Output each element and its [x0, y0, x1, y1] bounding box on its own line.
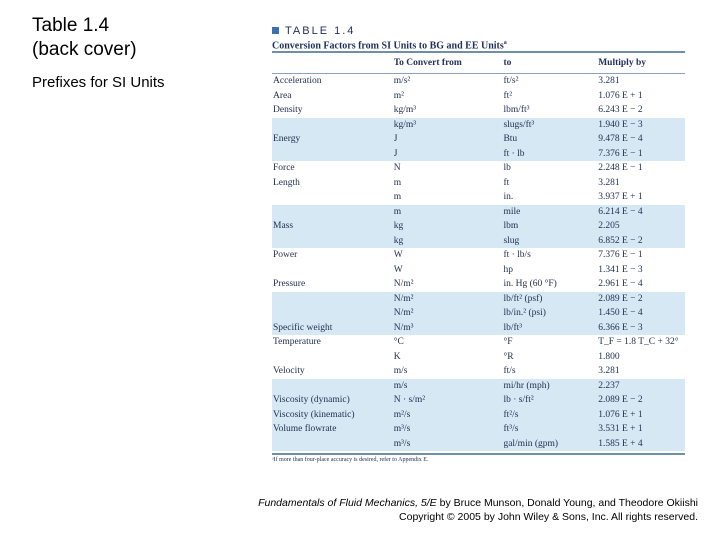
cell-multiply: 6.243 E − 2: [598, 105, 643, 115]
cell-to: lbm: [503, 221, 519, 231]
cell-quantity: [272, 263, 394, 278]
credit-copyright: Copyright © 2005 by John Wiley & Sons, Inc. All rights reserved.: [399, 511, 698, 523]
cell-from: m: [393, 177, 402, 188]
book-authors: by Bruce Munson, Donald Young, and Theodore Okiishi: [436, 497, 698, 509]
table-row: [272, 248, 685, 263]
conversion-table: [272, 24, 685, 463]
header-multiply: Multiply by: [598, 58, 646, 68]
table-row: [272, 190, 685, 205]
cell-quantity: Acceleration: [273, 76, 322, 86]
cell-quantity: Viscosity (kinematic): [273, 409, 355, 420]
cell-from: m/s²: [393, 76, 411, 86]
table-caption-footnote-mark: a: [503, 40, 507, 46]
cell-multiply: 6.852 E − 2: [598, 235, 643, 246]
cell-multiply: 2.961 E − 4: [598, 279, 643, 289]
cell-multiply: 2.089 E − 2: [598, 395, 643, 405]
cell-from: N/m²: [393, 308, 414, 318]
cell-from: kg/m³: [393, 119, 417, 130]
cell-to: ft²: [503, 90, 513, 101]
header-to: to: [503, 58, 512, 68]
table-row: [272, 364, 685, 379]
table-row: [272, 277, 685, 292]
cell-to: ft/s²: [503, 76, 519, 86]
cell-multiply: 1.940 E − 3: [598, 119, 643, 130]
cell-to: °R: [503, 351, 514, 362]
table-row: [272, 379, 685, 394]
cell-to: lb: [503, 163, 511, 173]
table-row: [272, 393, 685, 408]
cell-to: hp: [503, 264, 513, 275]
cell-multiply: 7.376 E − 1: [598, 250, 643, 260]
table-row: [272, 263, 685, 278]
cell-to: Btu: [503, 134, 518, 144]
square-bullet-icon: [272, 27, 279, 34]
slide-title-line1: Table 1.4: [32, 15, 110, 36]
cell-from: N · s/m²: [393, 395, 426, 405]
cell-multiply: 1.341 E − 3: [598, 264, 643, 275]
cell-multiply: 3.281: [598, 177, 620, 188]
cell-quantity: [272, 379, 394, 394]
cell-to: gal/min (gpm): [503, 438, 559, 449]
cell-to: lbm/ft³: [503, 105, 530, 115]
cell-to: mile: [503, 206, 521, 217]
cell-from: m³/s: [393, 438, 411, 449]
cell-from: N: [393, 163, 401, 173]
table-footnote: ᵃIf more than four-place accuracy is desired, refer to Appendix E.: [272, 457, 429, 463]
cell-from: kg: [393, 221, 404, 231]
cell-to: ft · lb/s: [503, 250, 531, 260]
slide-subtitle: Prefixes for SI Units: [32, 74, 165, 91]
cell-multiply: 1.076 E + 1: [598, 90, 643, 101]
cell-quantity: [272, 437, 394, 452]
cell-multiply: 1.800: [598, 351, 620, 362]
cell-from: m: [393, 206, 402, 217]
cell-from: m: [393, 192, 402, 202]
cell-multiply: 2.237: [598, 380, 620, 391]
cell-quantity: Density: [273, 105, 303, 115]
cell-multiply: 3.281: [598, 366, 620, 376]
cell-to: ft/s: [503, 366, 516, 376]
cell-multiply: 7.376 E − 1: [598, 148, 643, 159]
cell-quantity: Mass: [273, 221, 294, 231]
table-row: [272, 147, 685, 162]
table-row: [272, 89, 685, 104]
cell-from: °C: [393, 337, 404, 347]
cell-quantity: Force: [273, 163, 295, 173]
cell-quantity: Area: [273, 90, 292, 101]
cell-from: kg: [393, 235, 404, 246]
table-bottom-rule: [272, 453, 685, 455]
cell-to: °F: [503, 337, 513, 347]
cell-to: slugs/ft³: [503, 119, 535, 130]
cell-from: N/m²: [393, 279, 414, 289]
cell-to: ft: [503, 177, 510, 188]
cell-from: m²: [393, 90, 404, 101]
cell-multiply: 1.585 E + 4: [598, 438, 643, 449]
cell-to: mi/hr (mph): [503, 380, 550, 391]
cell-from: N/m³: [393, 322, 414, 333]
cell-to: lb · s/ft²: [503, 395, 534, 405]
cell-multiply: 6.214 E − 4: [598, 206, 643, 217]
cell-from: J: [393, 148, 398, 159]
table-row: [272, 103, 685, 118]
cell-multiply: 2.089 E − 2: [598, 293, 643, 304]
slide-title-line2: (back cover): [32, 39, 137, 60]
cell-quantity: Specific weight: [273, 322, 333, 333]
table-body: [272, 74, 685, 451]
cell-from: W: [393, 264, 403, 275]
cell-quantity: [272, 205, 394, 220]
cell-to: ft²/s: [503, 409, 519, 420]
cell-quantity: Length: [273, 177, 300, 188]
table-label: [272, 24, 685, 37]
cell-quantity: [272, 118, 394, 133]
table-row: [272, 234, 685, 249]
cell-quantity: [272, 306, 394, 321]
cell-quantity: Energy: [273, 134, 301, 144]
table-row: [272, 350, 685, 365]
cell-from: N/m²: [393, 293, 414, 304]
cell-multiply: 6.366 E − 3: [598, 322, 643, 333]
cell-multiply: 1.076 E + 1: [598, 409, 643, 420]
cell-multiply: 1.450 E − 4: [598, 308, 643, 318]
cell-to: ft³/s: [503, 424, 519, 434]
table-row: [272, 292, 685, 307]
table-row: [272, 118, 685, 133]
header-quantity: [272, 53, 394, 73]
cell-from: m/s: [393, 380, 408, 391]
cell-quantity: [272, 234, 394, 249]
cell-multiply: T_F = 1.8 T_C + 32°: [598, 337, 679, 347]
table-row: [272, 321, 685, 336]
cell-to: lb/ft³: [503, 322, 523, 333]
cell-quantity: Temperature: [273, 337, 321, 347]
cell-quantity: Pressure: [273, 279, 306, 289]
cell-to: lb/in.² (psi): [503, 308, 546, 318]
cell-quantity: [272, 190, 394, 205]
table-row: [272, 132, 685, 147]
cell-from: kg/m³: [393, 105, 417, 115]
cell-quantity: Power: [273, 250, 298, 260]
credit-line1: [258, 496, 698, 510]
table-row: [272, 306, 685, 321]
cell-quantity: [272, 292, 394, 307]
cell-quantity: Volume flowrate: [273, 424, 337, 434]
table-row: [272, 437, 685, 452]
cell-multiply: 2.205: [598, 221, 620, 231]
cell-to: slug: [503, 235, 520, 246]
table-row: [272, 205, 685, 220]
cell-multiply: 3.281: [598, 76, 620, 86]
slide-title: [32, 14, 137, 62]
table-row: [272, 408, 685, 423]
table-row: [272, 219, 685, 234]
cell-to: lb/ft² (psf): [503, 293, 543, 304]
table-row: [272, 74, 685, 89]
cell-multiply: 2.248 E − 1: [598, 163, 643, 173]
cell-to: ft · lb: [503, 148, 525, 159]
header-from: To Convert from: [393, 58, 462, 68]
cell-quantity: [272, 350, 394, 365]
cell-quantity: [272, 147, 394, 162]
table-row: [272, 176, 685, 191]
cell-quantity: Viscosity (dynamic): [273, 395, 350, 405]
cell-from: m²/s: [393, 409, 411, 420]
table-caption: [272, 37, 685, 50]
credit: [258, 496, 698, 524]
cell-from: m/s: [393, 366, 408, 376]
cell-from: W: [393, 250, 403, 260]
cell-to: in. Hg (60 °F): [503, 279, 557, 289]
cell-multiply: 9.478 E − 4: [598, 134, 643, 144]
table-row: [272, 422, 685, 437]
table-row: [272, 335, 685, 350]
table-caption-text: Conversion Factors from SI Units to BG and EE Units: [272, 40, 504, 52]
cell-multiply: 3.937 E + 1: [598, 192, 643, 202]
cell-from: K: [393, 351, 401, 362]
table-label-text: TABLE 1.4: [285, 24, 356, 37]
book-title: Fundamentals of Fluid Mechanics, 5/E: [258, 497, 437, 509]
table-header-row: [272, 53, 685, 74]
table-row: [272, 161, 685, 176]
cell-quantity: Velocity: [273, 366, 305, 376]
cell-to: in.: [503, 192, 514, 202]
cell-from: m³/s: [393, 424, 411, 434]
cell-multiply: 3.531 E + 1: [598, 424, 643, 434]
cell-from: J: [393, 134, 398, 144]
